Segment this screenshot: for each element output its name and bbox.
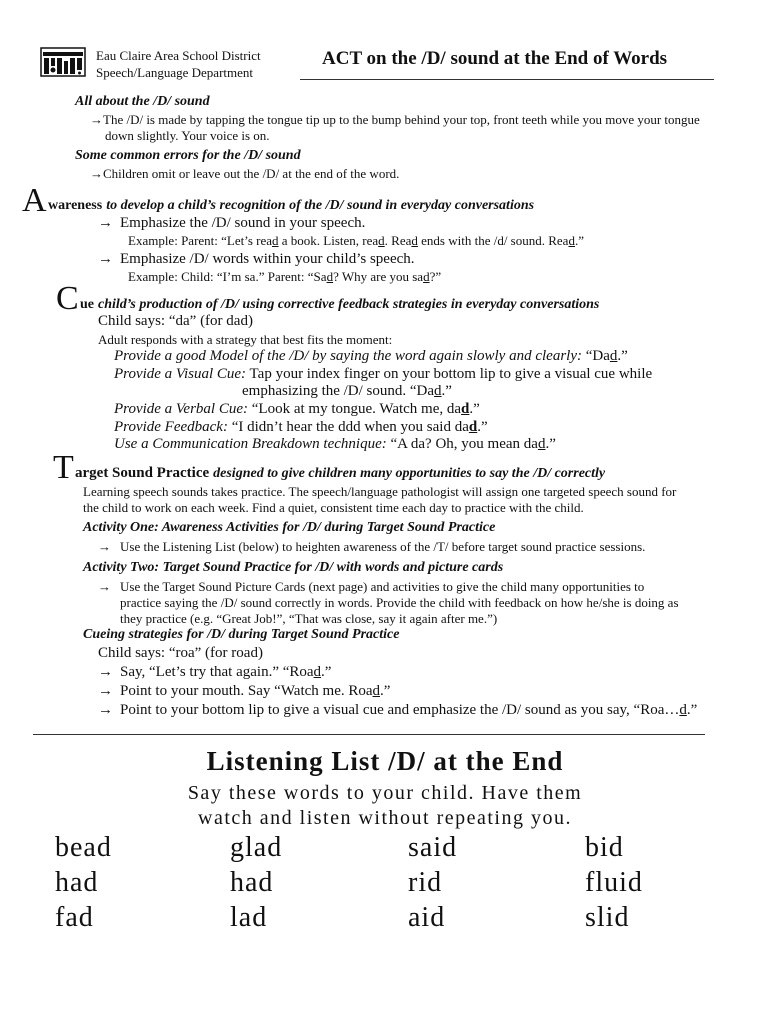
cue-verbal: Provide a Verbal Cue: “Look at my tongue. Watch me, dad.” [114, 401, 480, 417]
listening-list-sub-2: watch and listen without repeating you. [198, 807, 572, 829]
cue-visual: Provide a Visual Cue: Tap your index finger on your bottom lip to give a visual cue while [114, 366, 653, 382]
cue-word: ue [80, 297, 94, 312]
activity-one-line: → Use the Listening List (below) to heighten awareness of the /T/ before target sound practice sessions. [98, 539, 646, 554]
cue-heading [80, 295, 599, 313]
awareness-example-1: Example: Parent: “Let’s read a book. Listen, read. Read ends with the /d/ sound. Read.” [128, 233, 584, 248]
awareness-word: wareness [48, 198, 103, 213]
activity-two-line-3: they practice (e.g. “Great Job!”, “That was close, say it again after me.”) [120, 611, 498, 626]
right-arrow-icon: → [90, 166, 103, 181]
cue-subtitle: child’s production of /D/ using corrective feedback strategies in everyday conversations [98, 297, 600, 312]
about-line-2: down slightly. Your voice is on. [105, 128, 270, 143]
cueing-item-1: → Say, “Let’s try that again.” “Road.” [98, 664, 332, 680]
target-subtitle: designed to give children many opportunities to say the /D/ correctly [213, 466, 606, 481]
right-arrow-icon: → [98, 702, 113, 718]
listening-word: slid [585, 902, 630, 933]
school-district-logo [40, 47, 86, 77]
listening-list-title: Listening List /D/ at the End [206, 746, 564, 776]
listening-word: had [55, 867, 99, 898]
target-paragraph-line-1: Learning speech sounds takes practice. The speech/language pathologist will assign one targeted speech sound for [83, 484, 677, 499]
district-line-2: Speech/Language Department [96, 65, 254, 80]
listening-word: bid [585, 832, 624, 863]
right-arrow-icon: → [98, 579, 111, 594]
cue-child-says: Child says: “da” (for dad) [98, 313, 253, 329]
errors-line-1: →Children omit or leave out the /D/ at the end of the word. [90, 166, 400, 181]
district-name [96, 47, 261, 81]
right-arrow-icon: → [98, 215, 113, 231]
cue-initial: C [56, 280, 79, 317]
header-divider [300, 79, 714, 80]
listening-word: bead [55, 832, 112, 863]
target-heading [75, 464, 605, 482]
cueing-child-says: Child says: “roa” (for road) [98, 645, 263, 661]
target-initial: T [53, 449, 74, 486]
awareness-subtitle: to develop a child’s recognition of the /D/ sound in everyday conversations [106, 198, 535, 213]
listening-word: had [230, 867, 274, 898]
awareness-heading [48, 196, 534, 214]
cue-adult-responds: Adult responds with a strategy that best fits the moment: [98, 332, 393, 347]
district-line-1: Eau Claire Area School District [96, 48, 261, 63]
listening-word: fad [55, 902, 94, 933]
awareness-example-2: Example: Child: “I’m sa.” Parent: “Sad? Why are you sad?” [128, 269, 442, 284]
cueing-item-2: → Point to your mouth. Say “Watch me. Road.” [98, 683, 391, 699]
cue-model: Provide a good Model of the /D/ by saying the word again slowly and clearly: “Dad.” [114, 348, 628, 364]
cueing-item-3: → Point to your bottom lip to give a visual cue and emphasize the /D/ sound as you say, “Roa…d.” [98, 702, 698, 718]
right-arrow-icon: → [98, 664, 113, 680]
activity-two-line-2: practice saying the /D/ sound correctly in words. Provide the child with feedback on how he/she is doing as [120, 595, 679, 610]
cue-breakdown: Use a Communication Breakdown technique: “A da? Oh, you mean dad.” [114, 436, 556, 452]
listening-word: aid [408, 902, 446, 933]
about-line-1: →The /D/ is made by tapping the tongue tip up to the bump behind your top, front teeth while you move your tongue [90, 112, 700, 127]
right-arrow-icon: → [90, 112, 103, 127]
listening-word: rid [408, 867, 443, 898]
right-arrow-icon: → [98, 251, 113, 267]
awareness-bullet-2: → Emphasize /D/ words within your child’s speech. [98, 251, 415, 267]
activity-two-line-1: → Use the Target Sound Picture Cards (next page) and activities to give the child many opportunities to [98, 579, 645, 594]
page-title: ACT on the /D/ sound at the End of Words [322, 48, 668, 69]
cue-feedback: Provide Feedback: “I didn’t hear the ddd when you said dad.” [114, 419, 488, 435]
listening-word: lad [230, 902, 268, 933]
right-arrow-icon: → [98, 683, 113, 699]
right-arrow-icon: → [98, 539, 111, 554]
target-word: arget Sound Practice [75, 465, 210, 481]
listening-word: said [408, 832, 458, 863]
section-divider [33, 734, 705, 735]
listening-word: fluid [585, 867, 643, 898]
listening-list-sub-1: Say these words to your child. Have them [187, 782, 583, 804]
listening-word: glad [230, 832, 283, 863]
activity-two-heading: Activity Two: Target Sound Practice for /D/ with words and picture cards [83, 560, 504, 575]
activity-one-heading: Activity One: Awareness Activities for /D/ during Target Sound Practice [83, 520, 496, 535]
cueing-heading: Cueing strategies for /D/ during Target Sound Practice [83, 627, 400, 642]
cue-visual-line-2: emphasizing the /D/ sound. “Dad.” [242, 383, 452, 399]
awareness-initial: A [22, 182, 47, 219]
awareness-bullet-1: → Emphasize the /D/ sound in your speech. [98, 215, 366, 231]
errors-heading: Some common errors for the /D/ sound [75, 148, 301, 163]
about-heading: All about the /D/ sound [75, 94, 210, 109]
target-paragraph-line-2: the child to work on each week. Find a quiet, consistent time each day to practice with the child. [83, 500, 584, 515]
